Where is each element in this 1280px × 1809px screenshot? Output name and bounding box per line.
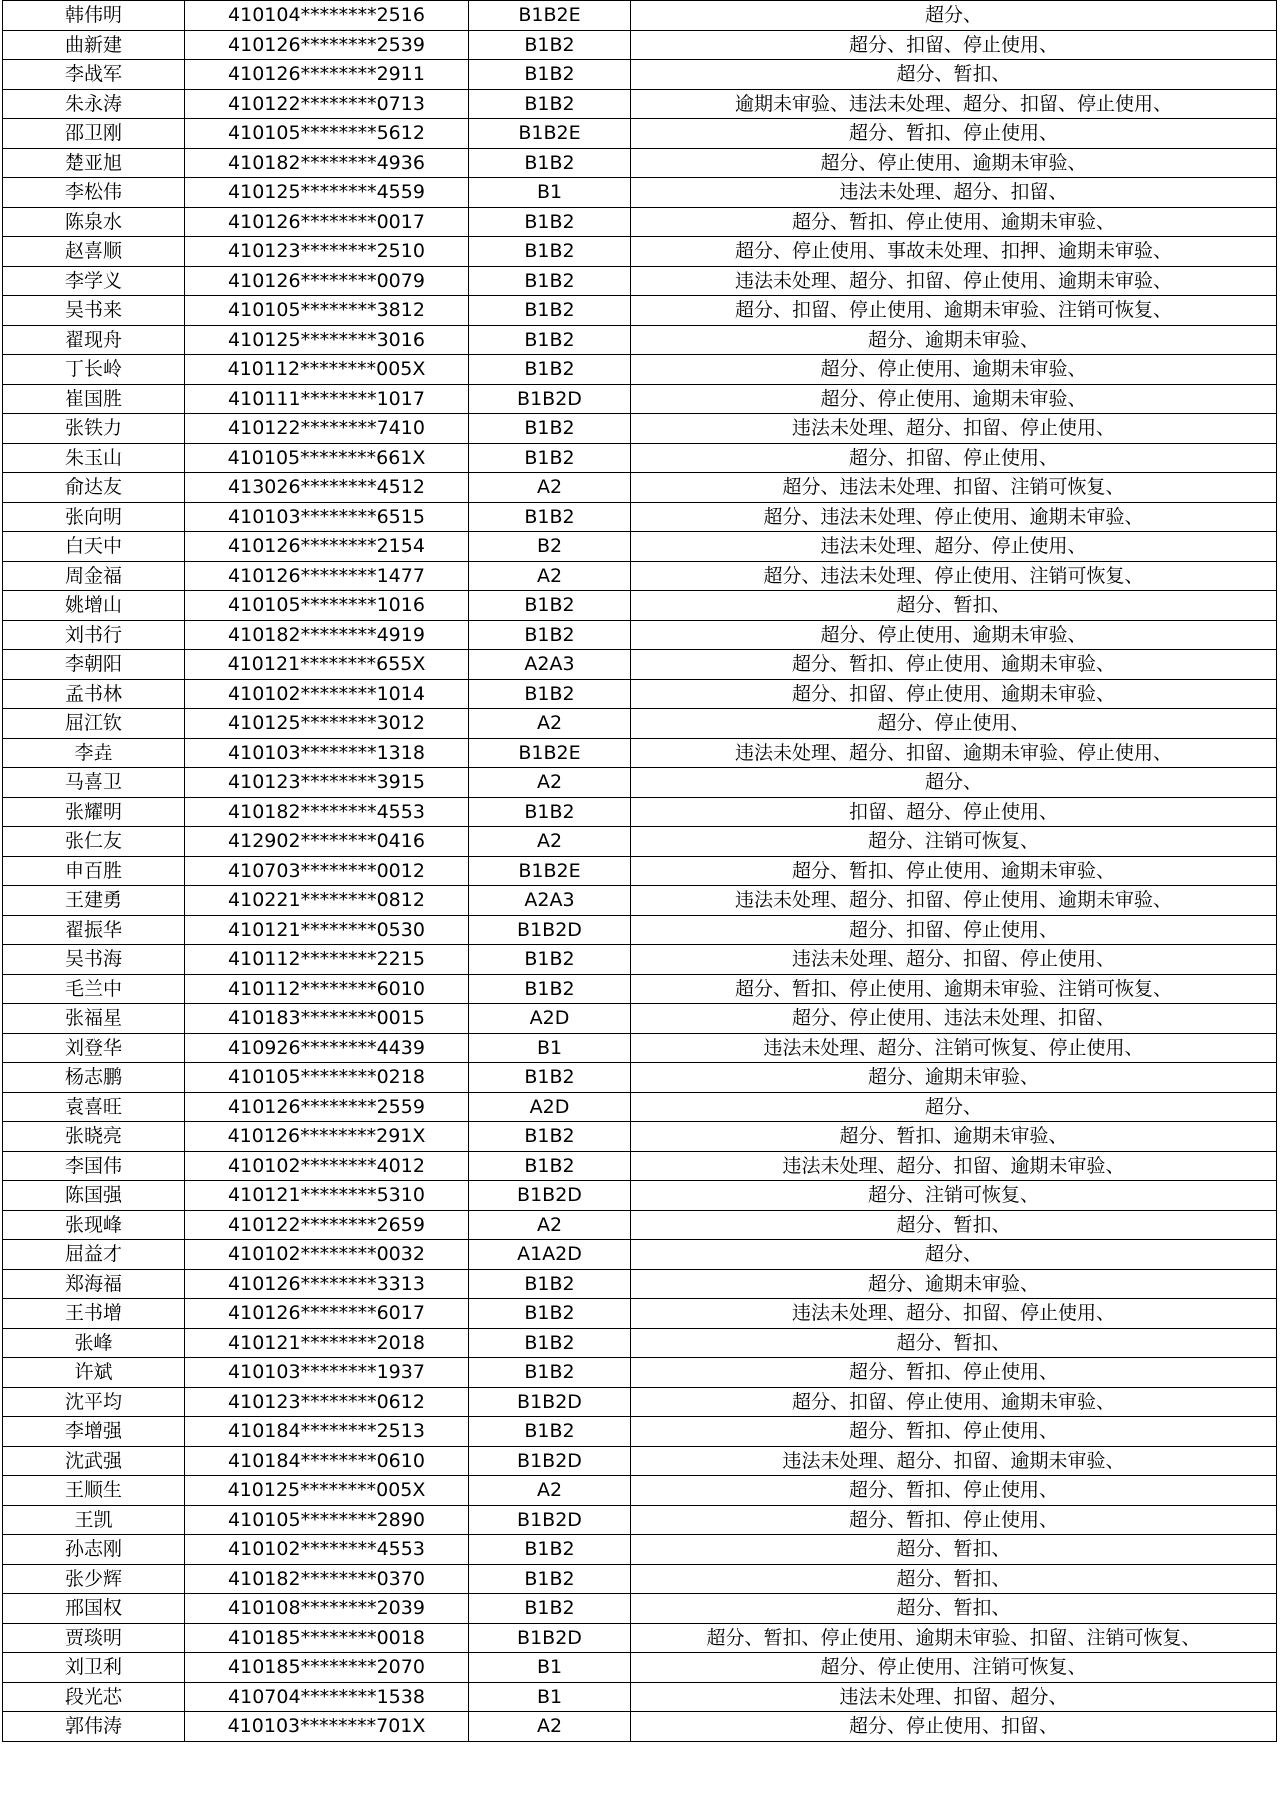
license-status-cell: 超分、暂扣、停止使用、 bbox=[631, 1358, 1277, 1388]
id-number-cell: 410121********2018 bbox=[185, 1328, 469, 1358]
driver-name-cell: 张耀明 bbox=[3, 797, 185, 827]
table-row bbox=[3, 532, 1277, 562]
table-row bbox=[3, 797, 1277, 827]
table-row bbox=[3, 738, 1277, 768]
driver-name-cell: 屈益才 bbox=[3, 1240, 185, 1270]
table-row bbox=[3, 827, 1277, 857]
driver-name-cell: 刘登华 bbox=[3, 1033, 185, 1063]
license-status-cell: 超分、停止使用、扣留、 bbox=[631, 1712, 1277, 1742]
driver-records-table bbox=[2, 0, 1277, 1742]
table-row bbox=[3, 325, 1277, 355]
license-class-cell: A2 bbox=[469, 768, 631, 798]
license-status-cell: 扣留、超分、停止使用、 bbox=[631, 797, 1277, 827]
driver-name-cell: 赵喜顺 bbox=[3, 237, 185, 267]
table-row bbox=[3, 709, 1277, 739]
table-row bbox=[3, 591, 1277, 621]
license-status-cell: 超分、暂扣、 bbox=[631, 1594, 1277, 1624]
id-number-cell: 410221********0812 bbox=[185, 886, 469, 916]
license-class-cell: B1B2 bbox=[469, 237, 631, 267]
table-row bbox=[3, 1417, 1277, 1447]
id-number-cell: 410105********3812 bbox=[185, 296, 469, 326]
id-number-cell: 410126********3313 bbox=[185, 1269, 469, 1299]
license-class-cell: B1B2 bbox=[469, 1328, 631, 1358]
id-number-cell: 410104********2516 bbox=[185, 1, 469, 31]
id-number-cell: 410125********3012 bbox=[185, 709, 469, 739]
table-row bbox=[3, 355, 1277, 385]
license-status-cell: 违法未处理、超分、扣留、停止使用、 bbox=[631, 945, 1277, 975]
license-status-cell: 违法未处理、超分、停止使用、 bbox=[631, 532, 1277, 562]
license-status-cell: 违法未处理、超分、扣留、停止使用、 bbox=[631, 414, 1277, 444]
id-number-cell: 410103********701X bbox=[185, 1712, 469, 1742]
license-class-cell: B1B2D bbox=[469, 384, 631, 414]
table-row bbox=[3, 856, 1277, 886]
driver-name-cell: 杨志鹏 bbox=[3, 1063, 185, 1093]
license-status-cell: 违法未处理、超分、扣留、停止使用、逾期未审验、 bbox=[631, 266, 1277, 296]
table-row bbox=[3, 679, 1277, 709]
license-class-cell: A2 bbox=[469, 709, 631, 739]
id-number-cell: 410105********5612 bbox=[185, 119, 469, 149]
table-row bbox=[3, 148, 1277, 178]
id-number-cell: 410122********0713 bbox=[185, 89, 469, 119]
table-row bbox=[3, 1122, 1277, 1152]
table-row bbox=[3, 945, 1277, 975]
license-class-cell: A2D bbox=[469, 1004, 631, 1034]
driver-name-cell: 翟现舟 bbox=[3, 325, 185, 355]
id-number-cell: 410125********4559 bbox=[185, 178, 469, 208]
id-number-cell: 410126********2911 bbox=[185, 60, 469, 90]
license-status-cell: 超分、暂扣、 bbox=[631, 1210, 1277, 1240]
license-class-cell: A1A2D bbox=[469, 1240, 631, 1270]
table-row bbox=[3, 886, 1277, 916]
table-row bbox=[3, 1653, 1277, 1683]
table-row bbox=[3, 1033, 1277, 1063]
license-status-cell: 超分、暂扣、停止使用、逾期未审验、 bbox=[631, 207, 1277, 237]
table-row bbox=[3, 178, 1277, 208]
driver-name-cell: 李增强 bbox=[3, 1417, 185, 1447]
license-class-cell: B1 bbox=[469, 1682, 631, 1712]
driver-name-cell: 屈江钦 bbox=[3, 709, 185, 739]
driver-name-cell: 贾琰明 bbox=[3, 1623, 185, 1653]
license-class-cell: B1B2 bbox=[469, 1299, 631, 1329]
license-status-cell: 超分、逾期未审验、 bbox=[631, 1269, 1277, 1299]
license-status-cell: 超分、违法未处理、停止使用、注销可恢复、 bbox=[631, 561, 1277, 591]
license-class-cell: B1B2 bbox=[469, 679, 631, 709]
driver-name-cell: 王凯 bbox=[3, 1505, 185, 1535]
license-class-cell: B1B2 bbox=[469, 414, 631, 444]
license-status-cell: 超分、暂扣、停止使用、逾期未审验、 bbox=[631, 650, 1277, 680]
license-status-cell: 超分、暂扣、 bbox=[631, 60, 1277, 90]
driver-name-cell: 李国伟 bbox=[3, 1151, 185, 1181]
driver-name-cell: 王顺生 bbox=[3, 1476, 185, 1506]
driver-name-cell: 孟书林 bbox=[3, 679, 185, 709]
driver-name-cell: 邵卫刚 bbox=[3, 119, 185, 149]
license-status-cell: 超分、扣留、停止使用、逾期未审验、 bbox=[631, 679, 1277, 709]
id-number-cell: 410121********5310 bbox=[185, 1181, 469, 1211]
id-number-cell: 410126********6017 bbox=[185, 1299, 469, 1329]
driver-name-cell: 张铁力 bbox=[3, 414, 185, 444]
license-class-cell: B1B2D bbox=[469, 1623, 631, 1653]
license-class-cell: B1B2D bbox=[469, 1446, 631, 1476]
license-class-cell: B1B2 bbox=[469, 502, 631, 532]
table-row bbox=[3, 650, 1277, 680]
license-status-cell: 违法未处理、超分、扣留、逾期未审验、停止使用、 bbox=[631, 738, 1277, 768]
driver-name-cell: 吴书来 bbox=[3, 296, 185, 326]
license-class-cell: B1B2 bbox=[469, 945, 631, 975]
license-status-cell: 超分、暂扣、停止使用、 bbox=[631, 1476, 1277, 1506]
license-class-cell: B1B2D bbox=[469, 915, 631, 945]
driver-name-cell: 李朝阳 bbox=[3, 650, 185, 680]
license-status-cell: 违法未处理、超分、注销可恢复、停止使用、 bbox=[631, 1033, 1277, 1063]
license-class-cell: B1B2E bbox=[469, 738, 631, 768]
table-row bbox=[3, 1151, 1277, 1181]
license-status-cell: 超分、违法未处理、扣留、注销可恢复、 bbox=[631, 473, 1277, 503]
driver-name-cell: 李垚 bbox=[3, 738, 185, 768]
driver-name-cell: 楚亚旭 bbox=[3, 148, 185, 178]
table-row bbox=[3, 1387, 1277, 1417]
driver-name-cell: 张仁友 bbox=[3, 827, 185, 857]
id-number-cell: 410112********2215 bbox=[185, 945, 469, 975]
table-row bbox=[3, 1594, 1277, 1624]
driver-name-cell: 张少辉 bbox=[3, 1564, 185, 1594]
table-row bbox=[3, 1623, 1277, 1653]
id-number-cell: 410182********4919 bbox=[185, 620, 469, 650]
id-number-cell: 410704********1538 bbox=[185, 1682, 469, 1712]
license-class-cell: B1B2 bbox=[469, 1269, 631, 1299]
license-class-cell: B1B2 bbox=[469, 296, 631, 326]
id-number-cell: 410112********6010 bbox=[185, 974, 469, 1004]
license-status-cell: 超分、停止使用、逾期未审验、 bbox=[631, 620, 1277, 650]
license-class-cell: B1B2 bbox=[469, 1063, 631, 1093]
license-class-cell: A2 bbox=[469, 561, 631, 591]
driver-name-cell: 马喜卫 bbox=[3, 768, 185, 798]
license-class-cell: B1B2D bbox=[469, 1505, 631, 1535]
id-number-cell: 410123********0612 bbox=[185, 1387, 469, 1417]
id-number-cell: 410103********1318 bbox=[185, 738, 469, 768]
license-class-cell: B1B2 bbox=[469, 60, 631, 90]
license-class-cell: B1B2 bbox=[469, 266, 631, 296]
id-number-cell: 410703********0012 bbox=[185, 856, 469, 886]
license-class-cell: A2 bbox=[469, 1210, 631, 1240]
driver-name-cell: 翟振华 bbox=[3, 915, 185, 945]
table-row bbox=[3, 237, 1277, 267]
id-number-cell: 410123********2510 bbox=[185, 237, 469, 267]
license-status-cell: 超分、停止使用、逾期未审验、 bbox=[631, 384, 1277, 414]
driver-name-cell: 李学义 bbox=[3, 266, 185, 296]
id-number-cell: 410184********2513 bbox=[185, 1417, 469, 1447]
driver-name-cell: 毛兰中 bbox=[3, 974, 185, 1004]
license-status-cell: 超分、暂扣、 bbox=[631, 1564, 1277, 1594]
id-number-cell: 410182********0370 bbox=[185, 1564, 469, 1594]
table-row bbox=[3, 414, 1277, 444]
license-status-cell: 违法未处理、超分、扣留、 bbox=[631, 178, 1277, 208]
license-class-cell: A2 bbox=[469, 827, 631, 857]
license-status-cell: 违法未处理、超分、扣留、逾期未审验、 bbox=[631, 1151, 1277, 1181]
license-status-cell: 超分、扣留、停止使用、 bbox=[631, 30, 1277, 60]
id-number-cell: 410182********4936 bbox=[185, 148, 469, 178]
license-status-cell: 违法未处理、超分、扣留、逾期未审验、 bbox=[631, 1446, 1277, 1476]
id-number-cell: 412902********0416 bbox=[185, 827, 469, 857]
table-row bbox=[3, 1240, 1277, 1270]
license-status-cell: 超分、注销可恢复、 bbox=[631, 1181, 1277, 1211]
license-class-cell: A2A3 bbox=[469, 650, 631, 680]
table-row bbox=[3, 1358, 1277, 1388]
table-row bbox=[3, 1181, 1277, 1211]
table-row bbox=[3, 1092, 1277, 1122]
license-class-cell: B1B2 bbox=[469, 1535, 631, 1565]
license-class-cell: B1B2 bbox=[469, 974, 631, 1004]
table-row bbox=[3, 60, 1277, 90]
license-status-cell: 超分、暂扣、 bbox=[631, 1535, 1277, 1565]
table-row bbox=[3, 384, 1277, 414]
table-row bbox=[3, 266, 1277, 296]
driver-name-cell: 陈国强 bbox=[3, 1181, 185, 1211]
id-number-cell: 410185********2070 bbox=[185, 1653, 469, 1683]
license-status-cell: 超分、 bbox=[631, 1240, 1277, 1270]
license-class-cell: A2A3 bbox=[469, 886, 631, 916]
id-number-cell: 410126********2559 bbox=[185, 1092, 469, 1122]
license-class-cell: B1B2 bbox=[469, 30, 631, 60]
id-number-cell: 413026********4512 bbox=[185, 473, 469, 503]
driver-name-cell: 白天中 bbox=[3, 532, 185, 562]
license-class-cell: B1B2 bbox=[469, 89, 631, 119]
license-class-cell: B1B2 bbox=[469, 1358, 631, 1388]
id-number-cell: 410125********3016 bbox=[185, 325, 469, 355]
table-row bbox=[3, 502, 1277, 532]
license-class-cell: B2 bbox=[469, 532, 631, 562]
license-class-cell: B1B2 bbox=[469, 207, 631, 237]
table-row bbox=[3, 296, 1277, 326]
table-row bbox=[3, 1328, 1277, 1358]
license-class-cell: B1B2 bbox=[469, 1594, 631, 1624]
license-status-cell: 超分、停止使用、逾期未审验、 bbox=[631, 355, 1277, 385]
table-row bbox=[3, 1505, 1277, 1535]
id-number-cell: 410121********0530 bbox=[185, 915, 469, 945]
table-row bbox=[3, 119, 1277, 149]
table-row bbox=[3, 473, 1277, 503]
license-class-cell: A2 bbox=[469, 1712, 631, 1742]
driver-name-cell: 张向明 bbox=[3, 502, 185, 532]
driver-name-cell: 吴书海 bbox=[3, 945, 185, 975]
license-status-cell: 超分、 bbox=[631, 1, 1277, 31]
table-row bbox=[3, 30, 1277, 60]
license-status-cell: 超分、注销可恢复、 bbox=[631, 827, 1277, 857]
id-number-cell: 410126********2539 bbox=[185, 30, 469, 60]
table-row bbox=[3, 1004, 1277, 1034]
table-row bbox=[3, 1712, 1277, 1742]
driver-name-cell: 刘卫利 bbox=[3, 1653, 185, 1683]
id-number-cell: 410103********1937 bbox=[185, 1358, 469, 1388]
driver-name-cell: 姚增山 bbox=[3, 591, 185, 621]
license-status-cell: 超分、违法未处理、停止使用、逾期未审验、 bbox=[631, 502, 1277, 532]
driver-name-cell: 陈泉水 bbox=[3, 207, 185, 237]
license-class-cell: A2D bbox=[469, 1092, 631, 1122]
license-class-cell: B1B2 bbox=[469, 1564, 631, 1594]
license-class-cell: B1B2 bbox=[469, 591, 631, 621]
license-class-cell: B1B2 bbox=[469, 355, 631, 385]
license-class-cell: B1 bbox=[469, 1033, 631, 1063]
license-status-cell: 超分、暂扣、停止使用、逾期未审验、扣留、注销可恢复、 bbox=[631, 1623, 1277, 1653]
license-status-cell: 超分、暂扣、停止使用、 bbox=[631, 1417, 1277, 1447]
table-row bbox=[3, 620, 1277, 650]
driver-name-cell: 张晓亮 bbox=[3, 1122, 185, 1152]
id-number-cell: 410126********0017 bbox=[185, 207, 469, 237]
id-number-cell: 410125********005X bbox=[185, 1476, 469, 1506]
license-class-cell: B1B2 bbox=[469, 620, 631, 650]
table-row bbox=[3, 1, 1277, 31]
driver-name-cell: 段光芯 bbox=[3, 1682, 185, 1712]
id-number-cell: 410102********4012 bbox=[185, 1151, 469, 1181]
license-class-cell: A2 bbox=[469, 1476, 631, 1506]
license-status-cell: 超分、暂扣、停止使用、逾期未审验、 bbox=[631, 856, 1277, 886]
license-class-cell: B1B2D bbox=[469, 1387, 631, 1417]
driver-name-cell: 王书增 bbox=[3, 1299, 185, 1329]
table-row bbox=[3, 1063, 1277, 1093]
id-number-cell: 410102********1014 bbox=[185, 679, 469, 709]
license-class-cell: B1B2 bbox=[469, 797, 631, 827]
driver-name-cell: 沈平均 bbox=[3, 1387, 185, 1417]
id-number-cell: 410111********1017 bbox=[185, 384, 469, 414]
license-status-cell: 超分、停止使用、事故未处理、扣押、逾期未审验、 bbox=[631, 237, 1277, 267]
license-status-cell: 超分、 bbox=[631, 768, 1277, 798]
driver-name-cell: 刘书行 bbox=[3, 620, 185, 650]
license-class-cell: B1B2 bbox=[469, 443, 631, 473]
id-number-cell: 410183********0015 bbox=[185, 1004, 469, 1034]
table-row bbox=[3, 1682, 1277, 1712]
table-row bbox=[3, 1446, 1277, 1476]
license-status-cell: 超分、逾期未审验、 bbox=[631, 1063, 1277, 1093]
driver-name-cell: 张现峰 bbox=[3, 1210, 185, 1240]
license-status-cell: 超分、暂扣、停止使用、 bbox=[631, 1505, 1277, 1535]
id-number-cell: 410123********3915 bbox=[185, 768, 469, 798]
table-row bbox=[3, 443, 1277, 473]
id-number-cell: 410126********0079 bbox=[185, 266, 469, 296]
id-number-cell: 410108********2039 bbox=[185, 1594, 469, 1624]
id-number-cell: 410122********7410 bbox=[185, 414, 469, 444]
id-number-cell: 410126********291X bbox=[185, 1122, 469, 1152]
id-number-cell: 410184********0610 bbox=[185, 1446, 469, 1476]
table-row bbox=[3, 974, 1277, 1004]
driver-name-cell: 朱永涛 bbox=[3, 89, 185, 119]
license-status-cell: 超分、停止使用、 bbox=[631, 709, 1277, 739]
table-row bbox=[3, 207, 1277, 237]
license-class-cell: B1B2 bbox=[469, 1151, 631, 1181]
id-number-cell: 410926********4439 bbox=[185, 1033, 469, 1063]
license-status-cell: 超分、暂扣、 bbox=[631, 591, 1277, 621]
driver-name-cell: 丁长岭 bbox=[3, 355, 185, 385]
driver-name-cell: 朱玉山 bbox=[3, 443, 185, 473]
driver-records-body bbox=[3, 1, 1277, 1742]
driver-name-cell: 周金福 bbox=[3, 561, 185, 591]
license-class-cell: B1B2E bbox=[469, 119, 631, 149]
license-status-cell: 超分、扣留、停止使用、 bbox=[631, 443, 1277, 473]
license-class-cell: B1B2 bbox=[469, 148, 631, 178]
license-class-cell: B1B2 bbox=[469, 1122, 631, 1152]
id-number-cell: 410105********1016 bbox=[185, 591, 469, 621]
table-row bbox=[3, 1210, 1277, 1240]
driver-name-cell: 沈武强 bbox=[3, 1446, 185, 1476]
driver-name-cell: 李松伟 bbox=[3, 178, 185, 208]
id-number-cell: 410122********2659 bbox=[185, 1210, 469, 1240]
id-number-cell: 410185********0018 bbox=[185, 1623, 469, 1653]
driver-name-cell: 张峰 bbox=[3, 1328, 185, 1358]
driver-name-cell: 孙志刚 bbox=[3, 1535, 185, 1565]
id-number-cell: 410126********2154 bbox=[185, 532, 469, 562]
table-row bbox=[3, 915, 1277, 945]
license-status-cell: 超分、扣留、停止使用、逾期未审验、 bbox=[631, 1387, 1277, 1417]
table-row bbox=[3, 561, 1277, 591]
table-row bbox=[3, 1269, 1277, 1299]
license-status-cell: 违法未处理、扣留、超分、 bbox=[631, 1682, 1277, 1712]
license-class-cell: B1B2D bbox=[469, 1181, 631, 1211]
driver-name-cell: 郭伟涛 bbox=[3, 1712, 185, 1742]
table-row bbox=[3, 89, 1277, 119]
driver-name-cell: 张福星 bbox=[3, 1004, 185, 1034]
table-row bbox=[3, 1535, 1277, 1565]
id-number-cell: 410182********4553 bbox=[185, 797, 469, 827]
id-number-cell: 410102********0032 bbox=[185, 1240, 469, 1270]
id-number-cell: 410112********005X bbox=[185, 355, 469, 385]
license-status-cell: 超分、 bbox=[631, 1092, 1277, 1122]
license-class-cell: B1B2 bbox=[469, 1417, 631, 1447]
license-status-cell: 超分、停止使用、逾期未审验、 bbox=[631, 148, 1277, 178]
license-class-cell: B1 bbox=[469, 1653, 631, 1683]
license-status-cell: 超分、停止使用、违法未处理、扣留、 bbox=[631, 1004, 1277, 1034]
license-status-cell: 违法未处理、超分、扣留、停止使用、 bbox=[631, 1299, 1277, 1329]
license-status-cell: 超分、暂扣、停止使用、 bbox=[631, 119, 1277, 149]
license-status-cell: 违法未处理、超分、扣留、停止使用、逾期未审验、 bbox=[631, 886, 1277, 916]
driver-name-cell: 申百胜 bbox=[3, 856, 185, 886]
license-class-cell: B1 bbox=[469, 178, 631, 208]
license-class-cell: B1B2E bbox=[469, 1, 631, 31]
license-class-cell: A2 bbox=[469, 473, 631, 503]
license-status-cell: 超分、暂扣、停止使用、逾期未审验、注销可恢复、 bbox=[631, 974, 1277, 1004]
driver-name-cell: 王建勇 bbox=[3, 886, 185, 916]
license-class-cell: B1B2E bbox=[469, 856, 631, 886]
driver-name-cell: 李战军 bbox=[3, 60, 185, 90]
id-number-cell: 410102********4553 bbox=[185, 1535, 469, 1565]
driver-name-cell: 韩伟明 bbox=[3, 1, 185, 31]
driver-name-cell: 邢国权 bbox=[3, 1594, 185, 1624]
license-status-cell: 超分、扣留、停止使用、逾期未审验、注销可恢复、 bbox=[631, 296, 1277, 326]
id-number-cell: 410105********661X bbox=[185, 443, 469, 473]
table-row bbox=[3, 1476, 1277, 1506]
driver-name-cell: 袁喜旺 bbox=[3, 1092, 185, 1122]
table-row bbox=[3, 1564, 1277, 1594]
driver-name-cell: 许斌 bbox=[3, 1358, 185, 1388]
id-number-cell: 410105********2890 bbox=[185, 1505, 469, 1535]
license-status-cell: 超分、暂扣、 bbox=[631, 1328, 1277, 1358]
license-status-cell: 超分、暂扣、逾期未审验、 bbox=[631, 1122, 1277, 1152]
license-status-cell: 超分、停止使用、注销可恢复、 bbox=[631, 1653, 1277, 1683]
driver-name-cell: 俞达友 bbox=[3, 473, 185, 503]
table-row bbox=[3, 1299, 1277, 1329]
id-number-cell: 410103********6515 bbox=[185, 502, 469, 532]
id-number-cell: 410105********0218 bbox=[185, 1063, 469, 1093]
table-row bbox=[3, 768, 1277, 798]
license-status-cell: 超分、扣留、停止使用、 bbox=[631, 915, 1277, 945]
driver-name-cell: 郑海福 bbox=[3, 1269, 185, 1299]
license-class-cell: B1B2 bbox=[469, 325, 631, 355]
license-status-cell: 逾期未审验、违法未处理、超分、扣留、停止使用、 bbox=[631, 89, 1277, 119]
id-number-cell: 410121********655X bbox=[185, 650, 469, 680]
id-number-cell: 410126********1477 bbox=[185, 561, 469, 591]
driver-name-cell: 曲新建 bbox=[3, 30, 185, 60]
license-status-cell: 超分、逾期未审验、 bbox=[631, 325, 1277, 355]
driver-name-cell: 崔国胜 bbox=[3, 384, 185, 414]
